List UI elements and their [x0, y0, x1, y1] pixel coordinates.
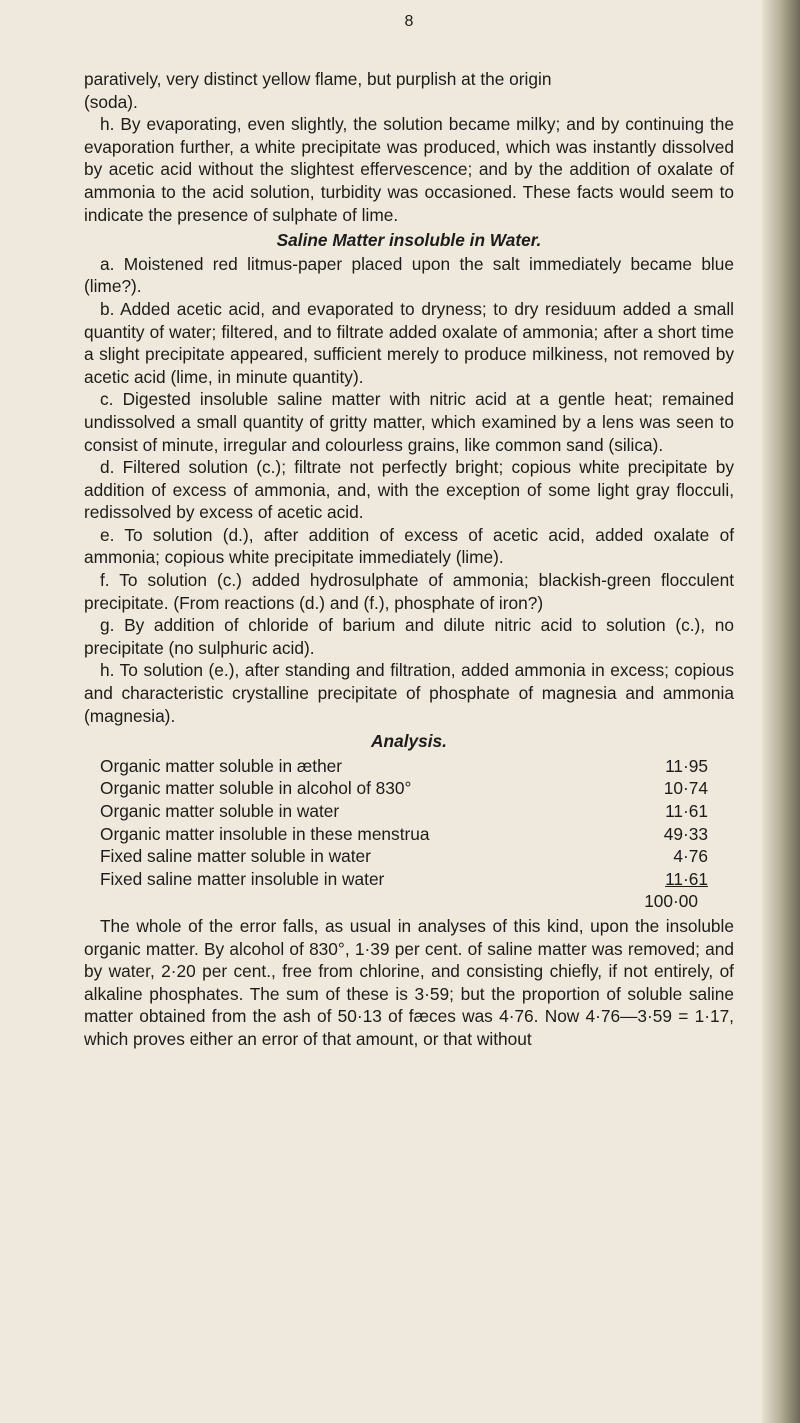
analysis-row-value: 11·61 — [665, 801, 708, 821]
paragraph-e: e. To solution (d.), after addition of excess of acetic acid, added oxalate of ammonia; copious white precipitate immediately (lime). — [84, 524, 734, 568]
analysis-total: 100·00 — [644, 891, 698, 912]
analysis-row-label: Organic matter soluble in alcohol of 830° — [100, 778, 412, 799]
intro-line: paratively, very distinct yellow flame, but purplish at the origin — [84, 69, 552, 89]
analysis-row-value: 11·61 — [665, 868, 708, 889]
analysis-row-label: Organic matter soluble in water — [100, 801, 340, 821]
paragraph-h2: h. To solution (e.), after standing and filtration, added ammonia in excess; copious and characteristic crystalline precipitate of phosphate of magnesia and ammonia (magnesia). — [84, 660, 734, 726]
analysis-table — [100, 755, 708, 913]
page-edge-shadow — [762, 0, 800, 1423]
analysis-row — [100, 868, 708, 891]
analysis-row — [100, 755, 708, 778]
analysis-row — [100, 823, 708, 846]
intro-line: (soda). — [84, 91, 138, 112]
analysis-row — [100, 800, 708, 823]
paragraph-h: h. By evaporating, even slightly, the solution became milky; and by continuing the evaporation further, a white precipitate was produced, which was instantly dissolved by acetic acid without the slightest effervescence; and by the addition of oxalate of ammonia to the acid solution, turbidity was occasioned. These facts would seem to indicate the presence of sulphate of lime. — [84, 114, 734, 225]
paragraph-g: g. By addition of chloride of barium and dilute nitric acid to solution (c.), no precipitate (no sulphuric acid). — [84, 615, 734, 658]
paragraph-c: c. Digested insoluble saline matter with nitric acid at a gentle heat; remained undissolved a small quantity of gritty matter, which examined by a lens was seen to consist of minute, irregular and colourless grains, like common sand (silica). — [84, 389, 734, 455]
analysis-row-label: Organic matter soluble in æther — [100, 755, 343, 776]
saline-matter-heading: Saline Matter insoluble in Water. — [276, 230, 542, 251]
paragraph-b: b. Added acetic acid, and evaporated to dryness; to dry residuum added a small quantity of water; filtered, and to filtrate added oxalate of ammonia; after a short time a slight precipitate appeared, sufficient merely to produce milkiness, not removed by acetic acid (lime, in minute quantity). — [84, 298, 734, 387]
analysis-row — [100, 777, 708, 800]
closing-paragraph: The whole of the error falls, as usual in analyses of this kind, upon the insoluble organic matter. By alcohol of 830°, 1·39 per cent. of saline matter was removed; and by water, 2·20 per cent., free from chlorine, and consisting chiefly, if not entirely, of alkaline phosphates. The sum of these is 3·59; but the proportion of soluble saline matter obtained from the ash of 50·13 of fæces was 4·76. Now 4·76—3·59 = 1·17, which proves either an error of that amount, or that without — [84, 915, 734, 1049]
paragraph-f: f. To solution (c.) added hydrosulphate of ammonia; blackish-green flocculent precipitate. (From reactions (d.) and (f.), phosphate of iron?) — [84, 570, 734, 613]
analysis-row-label: Organic matter insoluble in these menstrua — [100, 823, 430, 844]
analysis-row-value: 49·33 — [663, 823, 708, 844]
analysis-row-label: Fixed saline matter soluble in water — [100, 846, 371, 867]
paragraph-d: d. Filtered solution (c.); filtrate not perfectly bright; copious white precipitate by addition of excess of ammonia, and, with the exception of some light gray flocculi, redissolved by excess of acetic acid. — [84, 457, 734, 523]
paragraph-a: a. Moistened red litmus-paper placed upon the salt immediately became blue (lime?). — [84, 253, 734, 297]
analysis-row-label: Fixed saline matter insoluble in water — [100, 868, 385, 889]
analysis-row-value: 4·76 — [673, 846, 708, 867]
document-page — [84, 0, 734, 1051]
analysis-row — [100, 845, 708, 868]
page-number: 8 — [404, 13, 414, 30]
analysis-row-value: 10·74 — [663, 778, 708, 799]
analysis-heading: Analysis. — [371, 731, 447, 752]
analysis-row-value: 11·95 — [665, 755, 708, 776]
